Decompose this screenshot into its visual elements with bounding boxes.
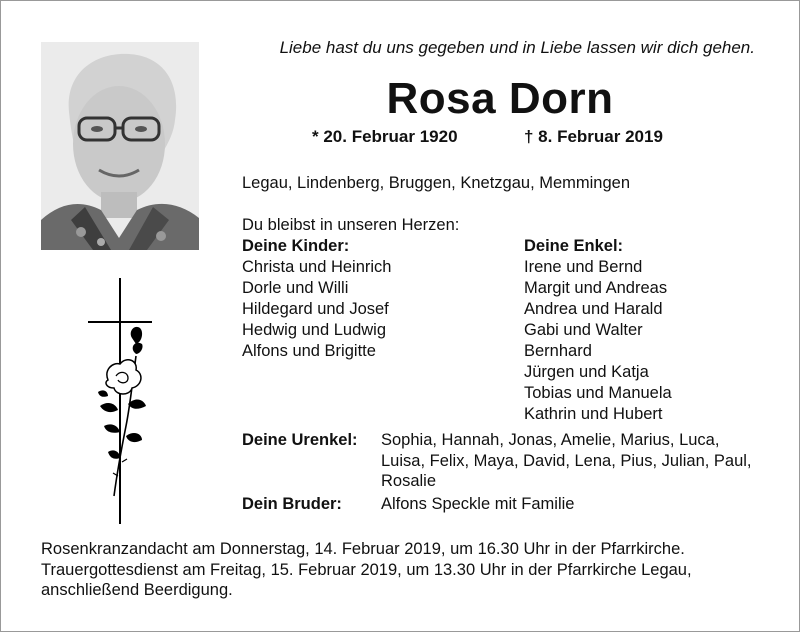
great-grandchildren-names: Sophia, Hannah, Jonas, Amelie, Marius, Luca, Luisa, Felix, Maya, David, Lena, Pius, Julian, Paul, Rosalie: [381, 431, 752, 490]
great-grandchildren-label: Deine Urenkel:: [242, 431, 358, 449]
grandchildren-list: [524, 236, 672, 425]
intro-line: Du bleibst in unseren Herzen:: [242, 216, 460, 234]
brother-name: Alfons Speckle mit Familie: [381, 495, 575, 513]
cross-with-rose-icon: [86, 276, 158, 526]
list-item: Irene und Bernd: [524, 258, 643, 276]
grandchildren-heading: Deine Enkel:: [524, 237, 624, 255]
list-item: Margit und Andreas: [524, 279, 668, 297]
portrait-photo: [41, 42, 199, 250]
list-item: Dorle und Willi: [242, 279, 349, 297]
children-list: [242, 236, 391, 362]
brother-label: Dein Bruder:: [242, 495, 342, 513]
list-item: Gabi und Walter: [524, 321, 643, 339]
list-item: Kathrin und Hubert: [524, 405, 663, 423]
children-heading: Deine Kinder:: [242, 237, 350, 255]
places: Legau, Lindenberg, Bruggen, Knetzgau, Memmingen: [242, 174, 631, 192]
rosary-line: Rosenkranzandacht am Donnerstag, 14. Februar 2019, um 16.30 Uhr in der Pfarrkirche.: [41, 540, 685, 558]
motto: Liebe hast du uns gegeben und in Liebe lassen wir dich gehen.: [279, 38, 755, 57]
birth-date: * 20. Februar 1920: [312, 127, 458, 146]
list-item: Christa und Heinrich: [242, 258, 392, 276]
list-item: Hedwig und Ludwig: [242, 321, 387, 339]
funeral-service-line: Trauergottesdienst am Freitag, 15. Februar 2019, um 13.30 Uhr in der Pfarrkirche Legau,: [41, 560, 692, 579]
burial-line: anschließend Beerdigung.: [41, 581, 233, 599]
service-details: [41, 539, 781, 601]
list-item: Jürgen und Katja: [524, 363, 649, 381]
list-item: Tobias und Manuela: [524, 384, 672, 402]
list-item: Alfons und Brigitte: [242, 342, 376, 360]
list-item: Bernhard: [524, 342, 592, 360]
list-item: Hildegard und Josef: [242, 300, 389, 318]
death-date: † 8. Februar 2019: [524, 127, 663, 146]
deceased-name: Rosa Dorn: [386, 74, 614, 123]
list-item: Andrea und Harald: [524, 300, 663, 318]
